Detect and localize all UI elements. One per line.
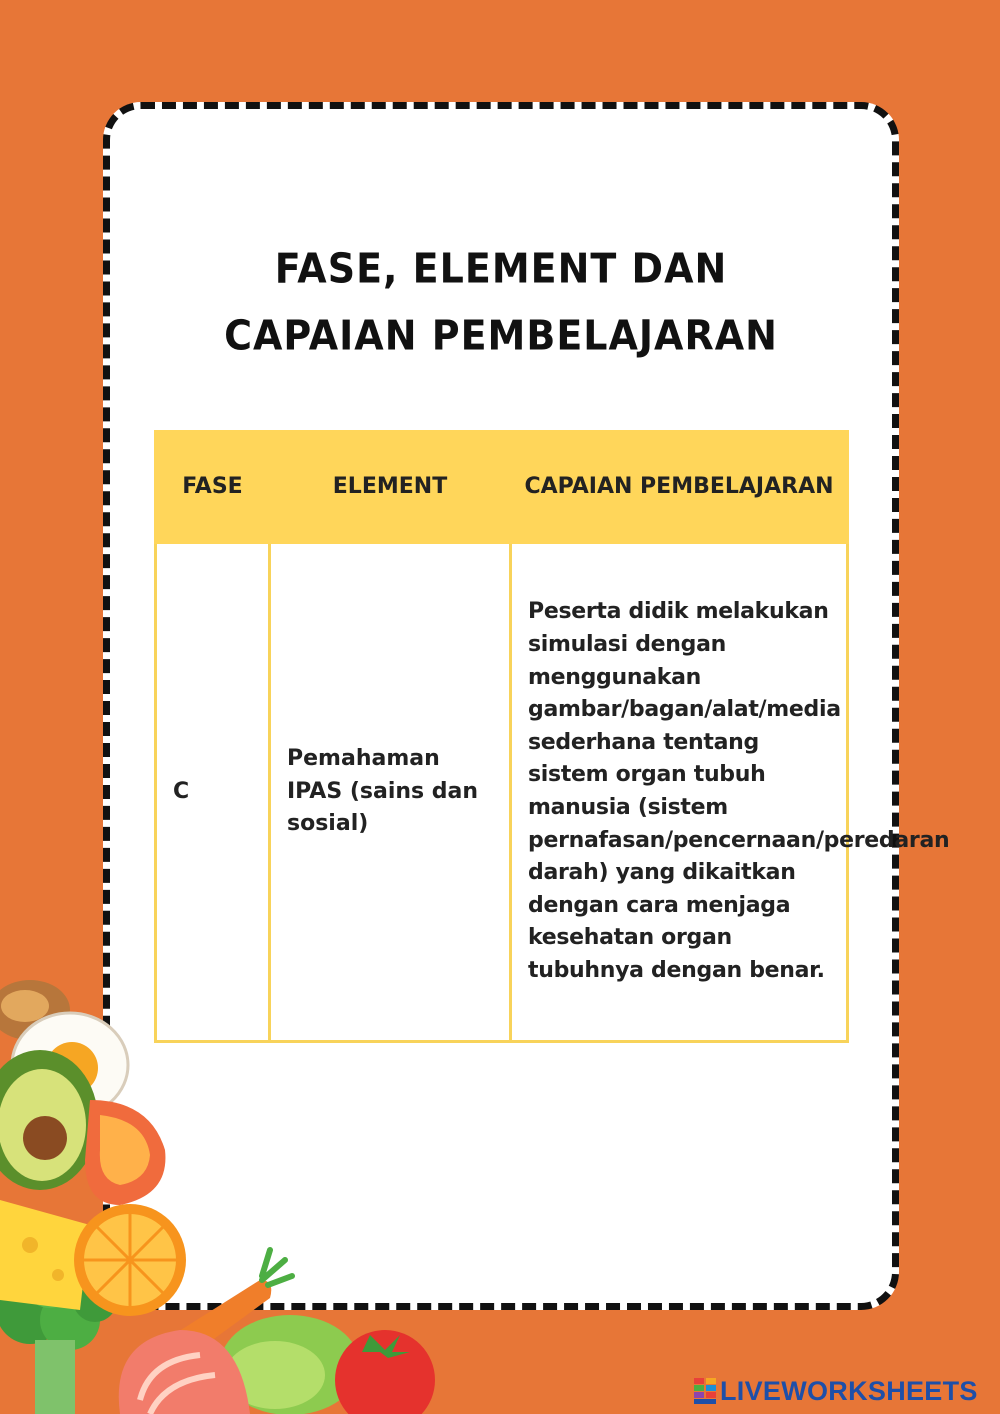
page-title-line-2: CAPAIAN PEMBELAJARAN [224, 311, 778, 360]
page-title-line-1: FASE, ELEMENT DAN [274, 244, 728, 293]
liveworksheets-brand [694, 1373, 978, 1409]
cell-element: Pemahaman IPAS (sains dan sosial) [270, 543, 511, 1042]
page-title [103, 235, 899, 369]
cell-capaian: Peserta didik melakukan simulasi dengan menggunakan gambar/bagan/alat/media sederhana tentang sistem organ tubuh manusia (sistem pernafasan/pencernaan/peredaran darah) yang dikaitkan dengan cara menjaga kesehatan organ tubuhnya dengan benar. [511, 543, 848, 1042]
orange-icon [74, 1204, 186, 1316]
liveworksheets-logo-icon [694, 1378, 716, 1404]
food-illustration [0, 980, 460, 1414]
capaian-table [154, 430, 950, 1043]
table-header-row [156, 432, 848, 543]
brand-name: LIVEWORKSHEETS [720, 1375, 978, 1406]
header-capaian: CAPAIAN PEMBELAJARAN [511, 432, 848, 543]
header-element: ELEMENT [270, 432, 511, 543]
header-fase: FASE [156, 432, 270, 543]
cell-fase: C [156, 543, 270, 1042]
peach-icon [85, 1100, 165, 1205]
table-row [156, 543, 848, 1042]
